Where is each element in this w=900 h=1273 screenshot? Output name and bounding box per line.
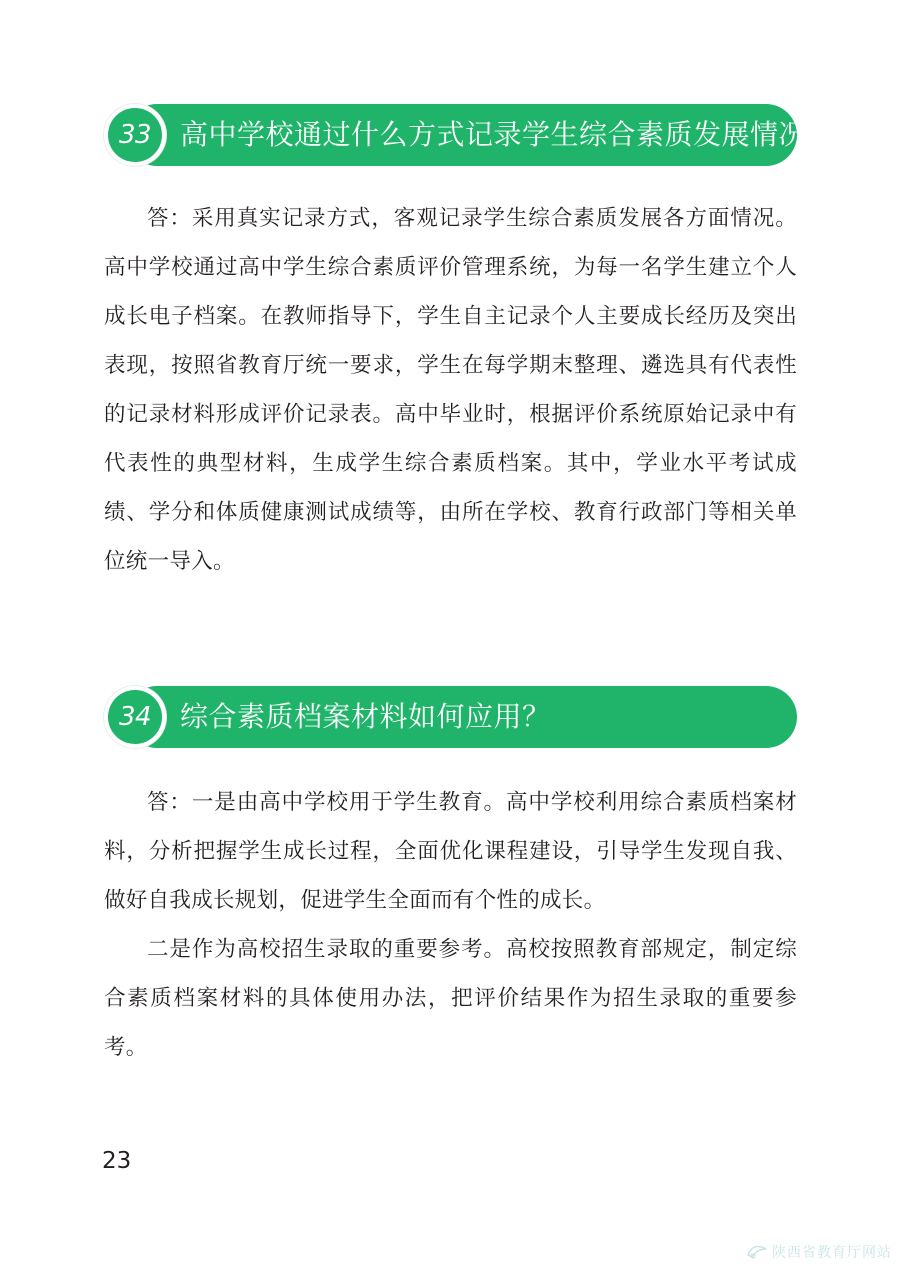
question-title: 高中学校通过什么方式记录学生综合素质发展情况？	[180, 118, 836, 151]
site-watermark	[746, 1242, 892, 1263]
watermark-logo-icon	[746, 1243, 768, 1263]
answer-33	[104, 194, 797, 586]
question-33-heading	[104, 104, 836, 166]
question-number-badge: 33	[108, 108, 162, 162]
question-title: 综合素质档案材料如何应用？	[180, 700, 551, 733]
answer-34	[104, 778, 797, 1072]
page-number: 23	[102, 1148, 132, 1174]
answer-paragraph: 答：采用真实记录方式，客观记录学生综合素质发展各方面情况。高中学校通过高中学生综合素质评价管理系统，为每一名学生建立个人成长电子档案。在教师指导下，学生自主记录个人主要成长经历及突出表现，按照省教育厅统一要求，学生在每学期末整理、遴选具有代表性的记录材料形成评价记录表。高中毕业时，根据评价系统原始记录中有代表性的典型材料，生成学生综合素质档案。其中，学业水平考试成绩、学分和体质健康测试成绩等，由所在学校、教育行政部门等相关单位统一导入。	[104, 206, 797, 574]
answer-paragraph-2: 二是作为高校招生录取的重要参考。高校按照教育部规定，制定综合素质档案材料的具体使用办法，把评价结果作为招生录取的重要参考。	[104, 937, 797, 1060]
question-number-ring	[104, 104, 166, 166]
watermark-text: 陕西省教育厅网站	[772, 1245, 892, 1261]
question-number-ring	[104, 686, 166, 748]
question-number-badge: 34	[108, 690, 162, 744]
question-34-heading	[104, 686, 797, 748]
answer-paragraph-1: 答：一是由高中学校用于学生教育。高中学校利用综合素质档案材料，分析把握学生成长过程，全面优化课程建设，引导学生发现自我、做好自我成长规划，促进学生全面而有个性的成长。	[104, 790, 797, 913]
